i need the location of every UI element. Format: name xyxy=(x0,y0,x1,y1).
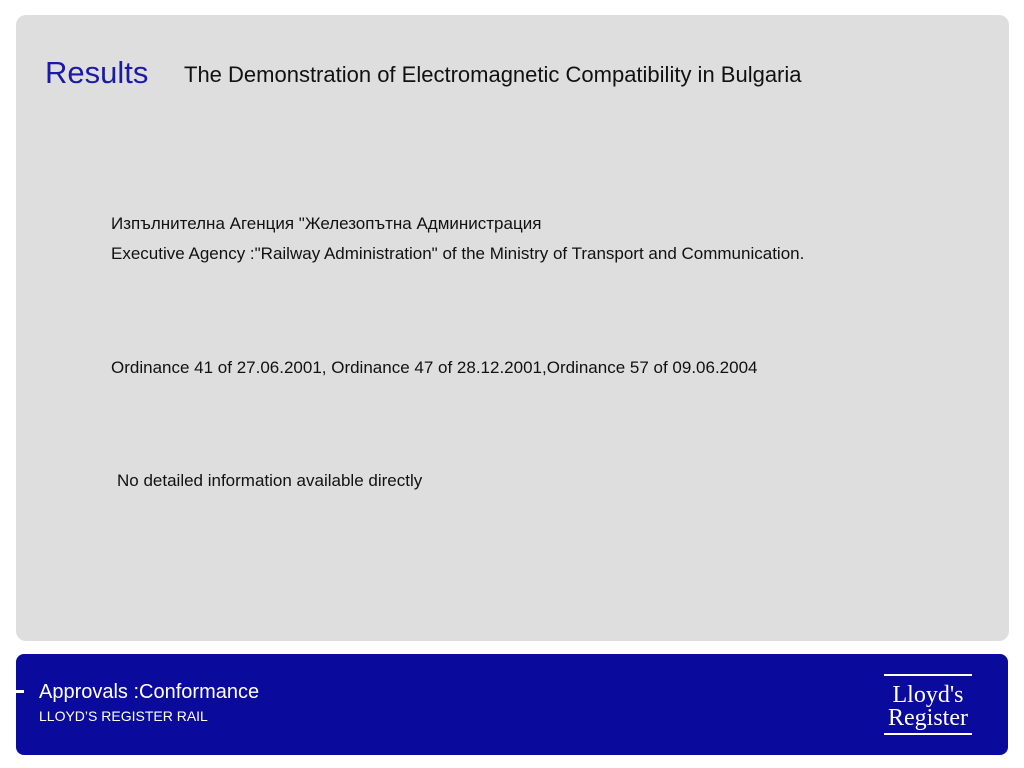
section-label: Results xyxy=(45,55,149,90)
content-panel xyxy=(16,15,1009,641)
footer-bar xyxy=(16,654,1008,755)
slide-title: The Demonstration of Electromagnetic Compatibility in Bulgaria xyxy=(184,62,802,87)
footer-tick-mark xyxy=(14,690,24,693)
ordinances-list: Ordinance 41 of 27.06.2001, Ordinance 47 of 28.12.2001,Ordinance 57 of 09.06.2004 xyxy=(111,358,758,377)
footer-subtitle: LLOYD’S REGISTER RAIL xyxy=(39,708,208,724)
availability-note: No detailed information available directly xyxy=(117,471,423,490)
agency-name-bulgarian: Изпълнителна Агенция "Железопътна Администрация xyxy=(111,214,542,233)
logo-line1: Lloyd's xyxy=(892,682,964,708)
footer-title: Approvals :Conformance xyxy=(39,681,260,703)
agency-name-english: Executive Agency :"Railway Administration" of the Ministry of Transport and Communication. xyxy=(111,244,805,263)
logo-line2: Register xyxy=(888,705,968,731)
lloyds-register-logo-icon xyxy=(880,672,978,738)
